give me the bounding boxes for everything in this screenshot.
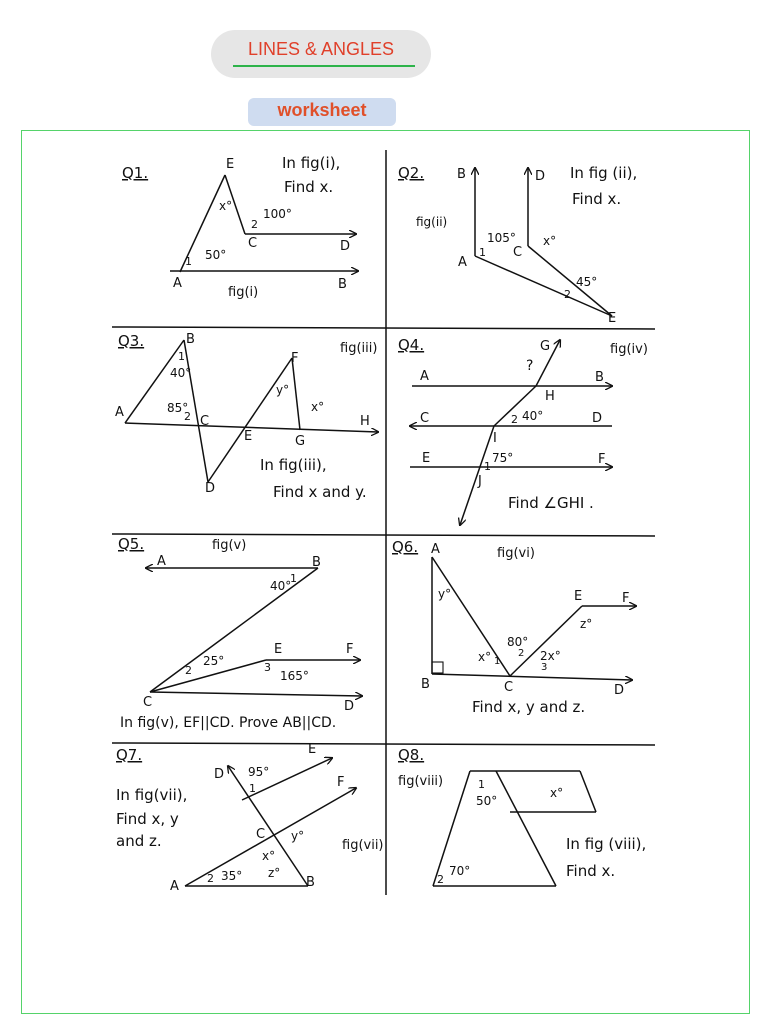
- q1-prompt-line1: In fig(i),: [282, 154, 341, 172]
- q7-angle-z: z°: [268, 866, 281, 880]
- q2-fig-label: fig(ii): [416, 215, 448, 229]
- q2-point-e: E: [608, 311, 617, 326]
- q4-point-i: I: [493, 431, 497, 446]
- q4-prompt: Find ∠GHI .: [508, 494, 594, 512]
- q7-mark-2: 2: [207, 872, 214, 885]
- q7-angle-a: 35°: [221, 869, 243, 883]
- q4-ray-ij: [460, 426, 494, 525]
- q2-angle-e: 45°: [576, 275, 598, 289]
- q3-label: Q3.: [118, 332, 145, 350]
- q5-mark-1: 1: [290, 572, 297, 585]
- q6-angle-y: y°: [438, 587, 452, 601]
- q6-angle-x: x°: [478, 650, 492, 664]
- q6-fig-label: fig(vi): [497, 546, 535, 561]
- q6-label: Q6.: [392, 538, 419, 556]
- q3-prompt-line1: In fig(iii),: [260, 456, 327, 474]
- q4-angle-i: 40°: [522, 409, 544, 423]
- q5-point-b: B: [312, 555, 321, 570]
- q6-point-a: A: [431, 542, 440, 557]
- q1-angle-a: 50°: [205, 248, 227, 262]
- q5-angle-c: 25°: [203, 654, 225, 668]
- q8-angle-x: x°: [550, 786, 564, 800]
- q2-mark-1: 1: [479, 246, 486, 259]
- q5-prompt: In fig(v), EF||CD. Prove AB||CD.: [120, 715, 337, 731]
- q2-prompt-line1: In fig (ii),: [570, 164, 638, 182]
- grid-divider-row2: [112, 534, 655, 536]
- q7-point-a: A: [170, 879, 179, 894]
- q6-mark-2: 2: [518, 648, 525, 659]
- q3-point-e: E: [244, 429, 253, 444]
- q7-point-b: B: [306, 875, 315, 890]
- q6-right-angle-mark: [432, 662, 443, 673]
- q7-fig-label: fig(vii): [342, 838, 384, 853]
- q4-label: Q4.: [398, 336, 425, 354]
- q8-mark-1: 1: [478, 778, 485, 791]
- question-1: [122, 154, 358, 300]
- q4-angle-j: 75°: [492, 451, 514, 465]
- q7-angle-d: 95°: [248, 765, 270, 779]
- q1-label: Q1.: [122, 164, 149, 182]
- q7-prompt-line3: and z.: [116, 832, 162, 850]
- q5-fig-label: fig(v): [212, 538, 247, 553]
- q3-angle-b: 40°: [170, 366, 192, 380]
- q4-point-c: C: [420, 411, 430, 426]
- q2-angle-a: 105°: [487, 231, 516, 245]
- q2-point-a: A: [458, 255, 467, 270]
- q3-point-d: D: [205, 481, 216, 496]
- q1-mark-1: 1: [185, 255, 192, 268]
- q2-point-d: D: [535, 169, 546, 184]
- q1-point-e: E: [226, 157, 235, 172]
- question-5: [118, 535, 362, 731]
- q1-mark-2: 2: [251, 218, 258, 231]
- q8-prompt-line2: Find x.: [566, 862, 616, 880]
- q3-angle-x: x°: [311, 400, 325, 414]
- q8-angle-top: 50°: [476, 794, 498, 808]
- question-6: [392, 538, 636, 716]
- q5-mark-3: 3: [264, 661, 271, 674]
- q3-fig-label: fig(iii): [340, 341, 378, 356]
- q3-angle-y: y°: [276, 383, 290, 397]
- q7-point-e: E: [308, 742, 317, 757]
- q5-point-e: E: [274, 642, 283, 657]
- q5-angle-e: 165°: [280, 669, 309, 683]
- q6-point-b: B: [421, 677, 430, 692]
- question-4: [398, 336, 648, 525]
- q3-point-g: G: [295, 434, 306, 449]
- q1-point-b: B: [338, 277, 347, 292]
- q4-point-j: J: [478, 474, 482, 489]
- question-7: [116, 742, 384, 894]
- q1-point-d: D: [340, 239, 351, 254]
- q2-prompt-line2: Find x.: [572, 190, 622, 208]
- q3-point-h: H: [360, 414, 370, 429]
- q2-mark-2: 2: [564, 288, 571, 301]
- q1-point-a: A: [173, 276, 182, 291]
- q5-point-d: D: [344, 699, 355, 714]
- q6-angle-mid: 80°: [507, 635, 529, 649]
- q5-point-c: C: [143, 695, 153, 710]
- q7-angle-y: y°: [291, 829, 305, 843]
- q7-point-f: F: [337, 775, 345, 790]
- question-8: [398, 746, 646, 886]
- q8-prompt-line1: In fig (viii),: [566, 835, 647, 853]
- q7-prompt-line2: Find x, y: [116, 810, 179, 828]
- q4-point-b: B: [595, 370, 604, 385]
- q7-mark-1: 1: [249, 782, 256, 795]
- q5-point-f: F: [346, 642, 354, 657]
- q2-angle-x: x°: [543, 234, 557, 248]
- q6-point-c: C: [504, 680, 514, 695]
- q3-prompt-line2: Find x and y.: [273, 483, 367, 501]
- q6-point-d: D: [614, 683, 625, 698]
- q4-point-f: F: [598, 452, 606, 467]
- q4-fig-label: fig(iv): [610, 342, 648, 357]
- q3-point-c: C: [200, 414, 210, 429]
- q4-point-e: E: [422, 451, 431, 466]
- q5-ray-cd: [150, 692, 362, 696]
- q4-mark-2: 2: [511, 413, 518, 426]
- question-2: [398, 164, 637, 326]
- q8-line-right: [580, 771, 596, 812]
- q7-label: Q7.: [116, 746, 143, 764]
- q7-point-d: D: [214, 767, 225, 782]
- q2-label: Q2.: [398, 164, 425, 182]
- q3-line-fg: [292, 358, 300, 430]
- q2-point-b: B: [457, 167, 466, 182]
- q2-point-c: C: [513, 245, 523, 260]
- q4-angle-question: ?: [526, 358, 534, 374]
- q3-point-f: F: [291, 351, 299, 366]
- q5-angle-b: 40°: [270, 579, 292, 593]
- q4-point-h: H: [545, 389, 555, 404]
- q4-mark-1: 1: [484, 460, 491, 473]
- grid-lines: [112, 150, 655, 895]
- q4-point-g: G: [540, 339, 551, 354]
- q3-angle-c: 85°: [167, 401, 189, 415]
- q7-prompt-line1: In fig(vii),: [116, 786, 188, 804]
- q1-angle-c: 100°: [263, 207, 292, 221]
- q6-ray-bd: [432, 674, 632, 680]
- question-3: [115, 332, 378, 501]
- q8-fig-label: fig(viii): [398, 774, 444, 789]
- grid-divider-row1: [112, 327, 655, 329]
- q8-angle-bottom: 70°: [449, 864, 471, 878]
- q1-angle-x: x°: [219, 199, 233, 213]
- q7-point-c: C: [256, 827, 266, 842]
- grid-divider-row3: [112, 743, 655, 745]
- q6-point-f: F: [622, 591, 630, 606]
- q5-label: Q5.: [118, 535, 145, 553]
- q1-point-c: C: [248, 236, 258, 251]
- q3-point-b: B: [186, 332, 195, 347]
- q8-label: Q8.: [398, 746, 425, 764]
- q1-prompt-line2: Find x.: [284, 178, 334, 196]
- q8-line-transversal: [496, 771, 556, 886]
- q3-point-a: A: [115, 405, 124, 420]
- q6-angle-2x: 2x°: [540, 649, 561, 663]
- q3-mark-1: 1: [178, 350, 185, 363]
- q4-point-a: A: [420, 369, 429, 384]
- q2-line-ce: [528, 246, 612, 316]
- q5-point-a: A: [157, 554, 166, 569]
- q6-mark-3: 3: [541, 662, 548, 673]
- q7-angle-x: x°: [262, 849, 276, 863]
- page-title: LINES & ANGLES: [247, 39, 395, 59]
- q5-mark-2: 2: [185, 664, 192, 677]
- q8-mark-2: 2: [437, 873, 444, 886]
- q6-point-e: E: [574, 589, 583, 604]
- q1-fig-label: fig(i): [228, 285, 259, 300]
- q4-point-d: D: [592, 411, 603, 426]
- q3-mark-2: 2: [184, 410, 191, 423]
- page-subtitle: worksheet: [277, 100, 367, 120]
- q6-angle-z: z°: [580, 617, 593, 631]
- q6-mark-1: 1: [494, 656, 501, 667]
- q6-prompt: Find x, y and z.: [472, 698, 586, 716]
